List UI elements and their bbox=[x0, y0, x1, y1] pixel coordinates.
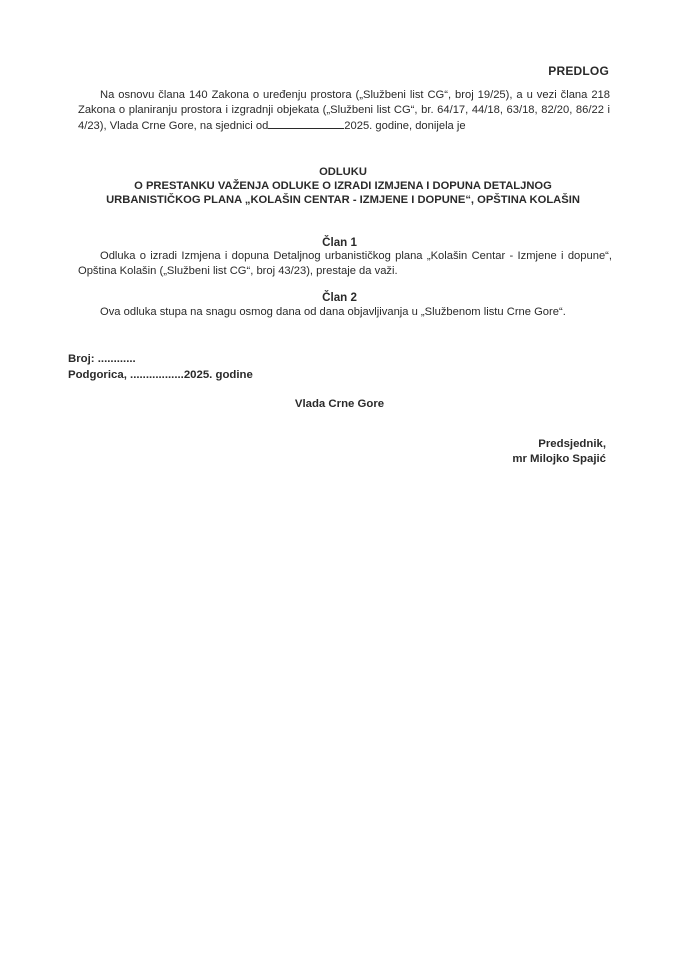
title-line-1: ODLUKU bbox=[319, 166, 367, 178]
title-line-3: URBANISTIČKOG PLANA „KOLAŠIN CENTAR - IZMJENE I DOPUNE“, OPŠTINA KOLAŠIN bbox=[106, 194, 580, 206]
article-1-text: Odluka o izradi Izmjena i dopuna Detaljnog urbanističkog plana „Kolašin Centar - Izmjene i dopune“, Opština Kolašin („Službeni list CG“, broj 43/23), prestaje da važi. bbox=[78, 250, 612, 277]
date-blank-line bbox=[268, 118, 344, 129]
reference-block bbox=[68, 351, 253, 383]
signature-block bbox=[512, 437, 606, 467]
article-1-heading: Član 1 bbox=[322, 236, 357, 249]
proposal-label: PREDLOG bbox=[548, 64, 609, 78]
article-2-heading: Član 2 bbox=[322, 291, 357, 304]
government-name: Vlada Crne Gore bbox=[294, 398, 385, 410]
title-line-2: O PRESTANKU VAŽENJA ODLUKE O IZRADI IZMJENA I DOPUNA DETALJNOG bbox=[134, 180, 552, 192]
reference-number: Broj: ............ bbox=[68, 353, 136, 365]
article-2-text: Ova odluka stupa na snagu osmog dana od dana objavljivanja u „Službenom listu Crne Gore“. bbox=[100, 306, 566, 318]
signer-title: Predsjednik, bbox=[538, 438, 606, 450]
intro-text-part2: 2025. godine, donijela je bbox=[344, 120, 466, 132]
signer-name: mr Milojko Spajić bbox=[512, 453, 606, 465]
intro-paragraph bbox=[78, 88, 610, 134]
intro-text-part1: Na osnovu člana 140 Zakona o uređenju prostora („Službeni list CG“, broj 19/25), a u vezi člana 218 Zakona o planiranju prostora i izgradnji objekata („Službeni list CG“, br. 64/17, 44/18, 63/18, 82/20, 86/22 i 4/23), Vlada Crne Gore, na sjednici od bbox=[78, 89, 610, 132]
place-and-date: Podgorica, .................2025. godine bbox=[68, 369, 253, 381]
decision-title bbox=[60, 165, 626, 207]
